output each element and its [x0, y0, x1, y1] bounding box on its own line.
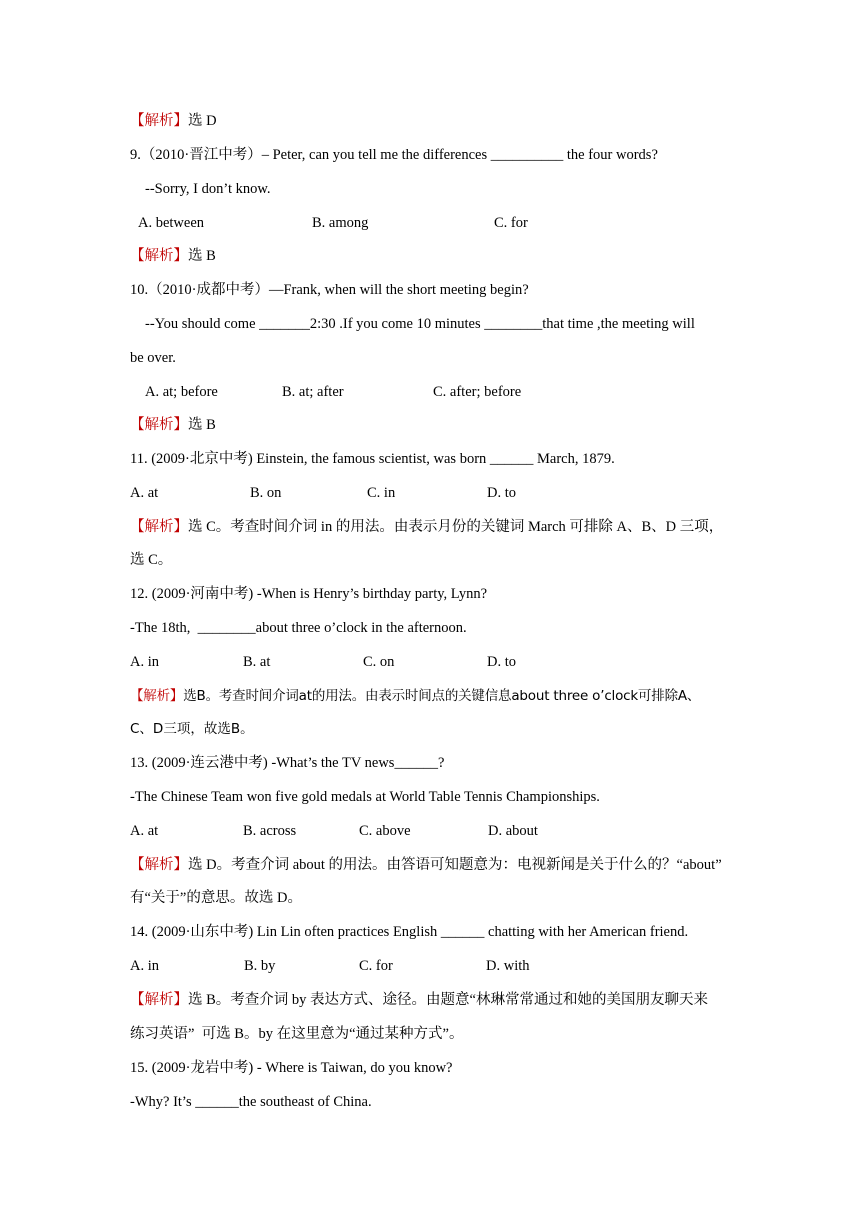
option-a: A. in: [130, 958, 159, 974]
analysis-text: 选 C。考查时间介词 in 的用法。由表示月份的关键词 March 可排除 A、B、D 三项，: [188, 519, 724, 535]
question-stem: 11. (2009·北京中考) Einstein, the famous scientist, was born ______ March, 1879.: [130, 451, 615, 467]
analysis-line: [130, 855, 740, 875]
question-stem: 13. (2009·连云港中考) -What’s the TV news______?: [130, 755, 445, 771]
option-b: B. at; after: [282, 384, 344, 400]
option-c: C. on: [363, 654, 395, 670]
analysis-text: 选 B。考查介词 by 表达方式、途径。由题意“林琳常常通过和她的美国朋友聊天来: [188, 992, 708, 1008]
question-stem: 9.（2010·晋江中考）– Peter, can you tell me the differences __________ the four words?: [130, 147, 658, 163]
option-b: B. among: [312, 215, 369, 231]
option-row: [130, 382, 740, 402]
option-b: B. at: [243, 654, 271, 670]
analysis-tag: 【解析】: [130, 417, 188, 433]
analysis-tag: 【解析】: [130, 113, 188, 129]
question-stem: 15. (2009·龙岩中考) - Where is Taiwan, do you know?: [130, 1060, 453, 1076]
option-a: A. at; before: [145, 384, 218, 400]
question-reply: --Sorry, I don’t know.: [145, 181, 271, 197]
question-reply: -Why? It’s ______the southeast of China.: [130, 1094, 372, 1110]
analysis-text-continued: 选 C。: [130, 552, 173, 568]
option-a: A. in: [130, 654, 159, 670]
analysis-text: 选 B: [188, 248, 216, 264]
analysis-line: [130, 517, 740, 537]
analysis-text: 选 D: [188, 113, 217, 129]
option-a: A. at: [130, 823, 159, 839]
option-row: [130, 821, 740, 841]
question-reply: -The 18th, ________about three o’clock in the afternoon.: [130, 620, 467, 636]
option-row: [130, 956, 740, 976]
analysis-line: [130, 111, 740, 131]
option-d: D. to: [487, 654, 516, 670]
option-row: [130, 213, 740, 233]
question-stem: 10.（2010·成都中考）—Frank, when will the short meeting begin?: [130, 282, 529, 298]
analysis-text-continued: 有“关于”的意思。故选 D。: [130, 890, 302, 906]
option-b: B. by: [244, 958, 276, 974]
analysis-line: [130, 246, 740, 266]
option-c: C. for: [359, 958, 393, 974]
analysis-text-continued: C、D三项，故选B。: [130, 721, 254, 737]
analysis-text-continued: 练习英语” 可选 B。by 在这里意为“通过某种方式”。: [130, 1026, 464, 1042]
question-reply-continued: be over.: [130, 350, 176, 366]
analysis-text: 选B。考查时间介词at的用法。由表示时间点的关键信息about three o’clock可排除A、: [183, 688, 701, 704]
analysis-tag: 【解析】: [130, 992, 188, 1008]
option-c: C. after; before: [433, 384, 522, 400]
option-c: C. in: [367, 485, 396, 501]
option-d: D. with: [486, 958, 530, 974]
option-a: A. at: [130, 485, 159, 501]
option-b: B. across: [243, 823, 297, 839]
option-row: [130, 652, 740, 672]
option-c: C. for: [494, 215, 528, 231]
option-a: A. between: [138, 215, 205, 231]
option-row: [130, 483, 740, 503]
analysis-text: 选 B: [188, 417, 216, 433]
analysis-line: [130, 686, 740, 706]
option-d: D. about: [488, 823, 538, 839]
analysis-text: 选 D。考查介词 about 的用法。由答语可知题意为：电视新闻是关于什么的？“about”: [188, 857, 722, 873]
analysis-tag: 【解析】: [130, 857, 188, 873]
analysis-tag: 【解析】: [130, 519, 188, 535]
analysis-line: [130, 990, 740, 1010]
question-reply: -The Chinese Team won five gold medals at World Table Tennis Championships.: [130, 789, 600, 805]
question-stem: 14. (2009·山东中考) Lin Lin often practices English ______ chatting with her American friend.: [130, 924, 689, 940]
question-stem: 12. (2009·河南中考) -When is Henry’s birthday party, Lynn?: [130, 586, 488, 602]
option-b: B. on: [250, 485, 282, 501]
analysis-line: [130, 415, 740, 435]
option-d: D. to: [487, 485, 516, 501]
option-c: C. above: [359, 823, 411, 839]
analysis-tag: 【解析】: [130, 688, 184, 704]
question-reply: --You should come _______2:30 .If you come 10 minutes ________that time ,the meeting will: [145, 316, 695, 332]
analysis-tag: 【解析】: [130, 248, 188, 264]
